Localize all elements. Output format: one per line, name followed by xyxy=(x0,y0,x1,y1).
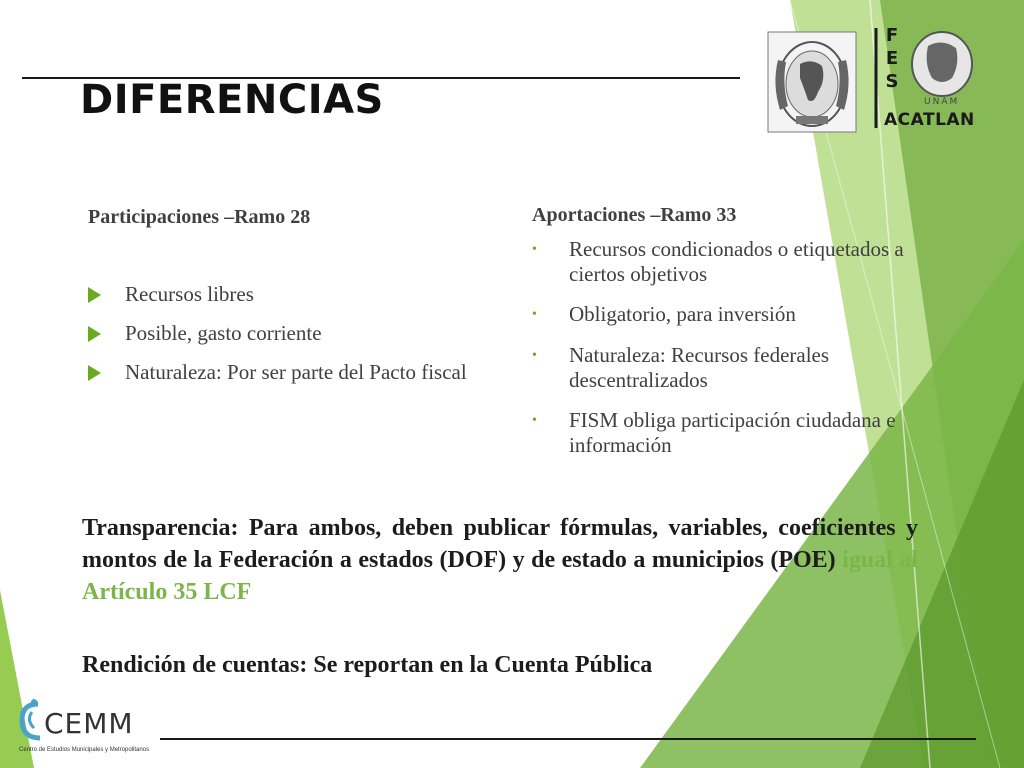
cemm-logo xyxy=(12,698,150,764)
triangle-arrow-icon xyxy=(88,287,101,303)
list-item xyxy=(532,408,937,458)
list-item-text: Recursos libres xyxy=(125,282,254,306)
list-item-text: FISM obliga participación ciudadana e información xyxy=(569,407,896,458)
triangle-arrow-icon xyxy=(88,365,101,381)
cemm-name: CEMM xyxy=(44,707,134,740)
list-item xyxy=(88,282,478,307)
fes-acatlan-logo xyxy=(868,24,980,136)
dot-bullet-icon: • xyxy=(532,242,537,257)
fes-letter-e: E xyxy=(885,48,899,69)
transparencia-highlight: igual al Artículo 35 LCF xyxy=(82,546,918,605)
fes-letter-f: F xyxy=(885,25,899,46)
list-item-text: Naturaleza: Por ser parte del Pacto fiscal xyxy=(125,360,467,385)
unam-seal-logo xyxy=(766,30,858,134)
participaciones-column xyxy=(88,204,478,400)
list-item-text: Naturaleza: Recursos federales descentralizados xyxy=(569,342,830,392)
dot-bullet-icon: • xyxy=(532,307,537,323)
aportaciones-column xyxy=(532,202,937,473)
aportaciones-heading: Aportaciones –Ramo 33 xyxy=(532,204,737,226)
aportaciones-list xyxy=(532,237,937,458)
list-item xyxy=(88,321,478,346)
list-item xyxy=(532,343,937,393)
fes-letter-s: S xyxy=(885,71,899,92)
list-item-text: Recursos condicionados o etiquetados a ciertos objetivos xyxy=(569,237,904,287)
list-item xyxy=(532,237,937,287)
slide-title: DIFERENCIAS xyxy=(80,77,384,123)
list-item-text: Posible, gasto corriente xyxy=(125,321,322,346)
footer-rule xyxy=(160,738,976,740)
list-item xyxy=(88,360,478,385)
transparencia-paragraph xyxy=(82,513,918,609)
fes-acatlan-word: ACATLAN xyxy=(884,110,975,130)
dot-bullet-icon: • xyxy=(532,347,537,363)
list-item xyxy=(532,302,937,327)
cemm-subtitle: Centro de Estudios Municipales y Metropolitanos xyxy=(19,747,150,753)
participaciones-heading: Participaciones –Ramo 28 xyxy=(88,206,311,228)
participaciones-list xyxy=(88,282,478,386)
list-item-text: Obligatorio, para inversión xyxy=(569,302,796,327)
dot-bullet-icon: • xyxy=(532,412,537,428)
fes-unam-label: UNAM xyxy=(924,97,960,107)
transparencia-text: Transparencia: Para ambos, deben publicar fórmulas, variables, coeficientes y montos de la Federación a estados (DOF) y de estado a municipios (POE) xyxy=(82,515,918,573)
rendicion-paragraph: Rendición de cuentas: Se reportan en la Cuenta Pública xyxy=(82,652,653,678)
triangle-arrow-icon xyxy=(88,326,101,342)
